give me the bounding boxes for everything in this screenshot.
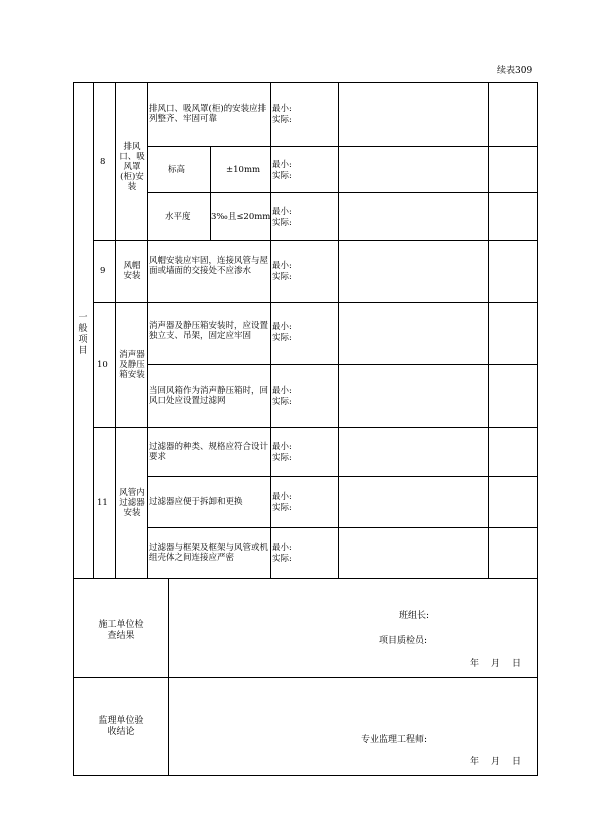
- actual-label: 实际:: [272, 272, 292, 282]
- item-10-name: 消声器及静压箱安装: [119, 350, 145, 380]
- supervision-label: 监理单位验收结论: [98, 716, 144, 737]
- item-8-req: 排风口、吸风罩(柜)的安装应排列整齐、牢固可靠: [149, 104, 267, 124]
- month-label: 月: [491, 757, 501, 767]
- min-label: 最小:: [272, 442, 292, 452]
- item-8-val-elevation: ±10mm: [226, 165, 261, 175]
- actual-label: 实际:: [272, 554, 292, 564]
- year-label: 年: [470, 757, 480, 767]
- actual-label: 实际:: [272, 397, 292, 407]
- day-label: 日: [512, 757, 522, 767]
- actual-label: 实际:: [272, 218, 292, 228]
- item-10-number: 10: [97, 360, 108, 370]
- item-11-name: 风管内过滤器安装: [119, 488, 145, 518]
- item-8-sub-elevation: 标高: [168, 165, 186, 175]
- year-label: 年: [470, 659, 480, 669]
- actual-label: 实际:: [272, 453, 292, 463]
- item-8-val-level: 3‰且≤20mm: [211, 212, 271, 222]
- actual-label: 实际:: [272, 115, 292, 125]
- item-10-req-2: 当回风箱作为消声静压箱时，回风口处应设置过滤网: [149, 386, 269, 406]
- item-8-sub-level: 水平度: [165, 212, 191, 222]
- item-8-number: 8: [100, 157, 106, 167]
- min-label: 最小:: [272, 104, 292, 114]
- actual-label: 实际:: [272, 503, 292, 513]
- team-leader-label: 班组长:: [399, 611, 430, 621]
- general-items-label: 一般项目: [78, 313, 88, 356]
- item-11-number: 11: [97, 498, 108, 508]
- item-11-req-1: 过滤器的种类、规格应符合设计要求: [149, 442, 269, 462]
- actual-label: 实际:: [272, 333, 292, 343]
- min-label: 最小:: [272, 207, 292, 217]
- item-9-req: 风帽安装应牢固，连接风管与屋面或墙面的交接处不应渗水: [149, 256, 269, 276]
- min-label: 最小:: [272, 386, 292, 396]
- min-label: 最小:: [272, 160, 292, 170]
- item-11-req-2: 过滤器应便于拆卸和更换: [149, 497, 243, 507]
- actual-label: 实际:: [272, 171, 292, 181]
- item-11-req-3: 过滤器与框架及框架与风管或机组壳体之间连接应严密: [149, 543, 269, 563]
- construction-label: 施工单位检查结果: [98, 620, 144, 641]
- min-label: 最小:: [272, 492, 292, 502]
- engineer-label: 专业监理工程师:: [361, 735, 428, 745]
- min-label: 最小:: [272, 261, 292, 271]
- min-label: 最小:: [272, 322, 292, 332]
- inspector-label: 项目质检员:: [379, 636, 428, 646]
- min-label: 最小:: [272, 543, 292, 553]
- item-9-name: 风帽安装: [123, 261, 141, 281]
- day-label: 日: [512, 659, 522, 669]
- item-8-name: 排风口、吸风罩(柜)安装: [119, 142, 145, 192]
- continued-label: 续表309: [497, 66, 533, 76]
- item-10-req-1: 消声器及静压箱安装时，应设置独立支、吊架，固定应牢固: [149, 321, 269, 341]
- month-label: 月: [491, 659, 501, 669]
- item-9-number: 9: [100, 266, 106, 276]
